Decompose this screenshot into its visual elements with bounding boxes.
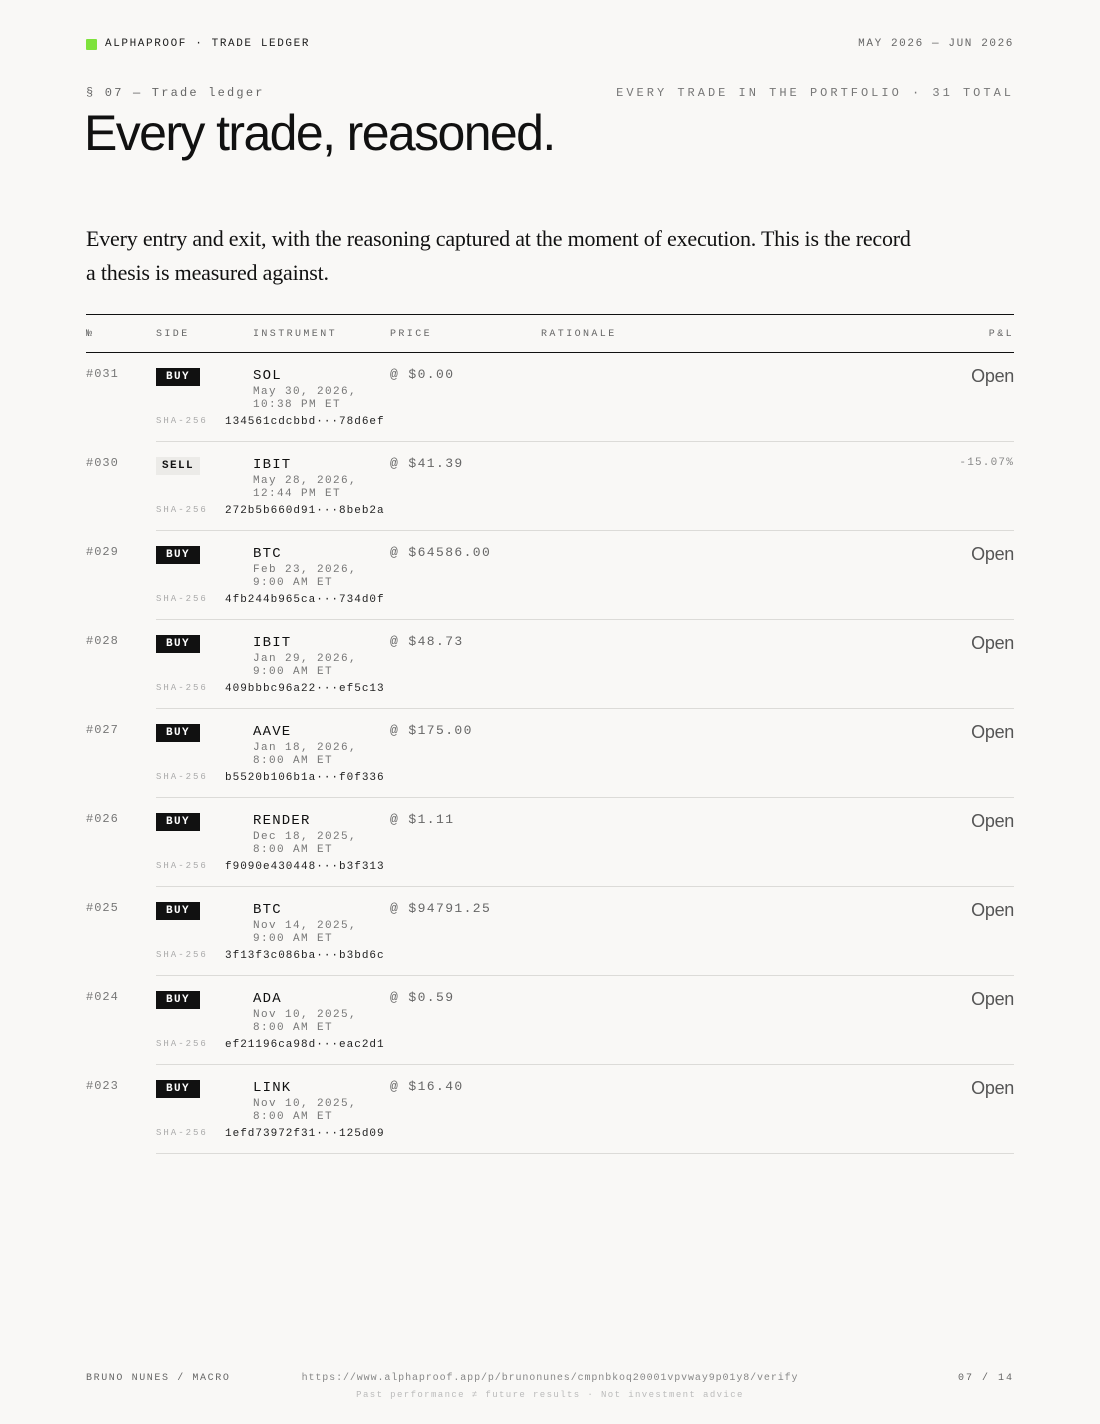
instrument: BTC	[253, 546, 282, 562]
trade-price: @ $48.73	[390, 634, 464, 649]
pnl-value: Open	[971, 811, 1014, 831]
table-row[interactable]	[86, 353, 1014, 442]
column-header-side: SIDE	[156, 329, 190, 340]
instrument: BTC	[253, 902, 282, 918]
footer-author: BRUNO NUNES / MACRO	[86, 1373, 231, 1384]
pnl-value: Open	[971, 1078, 1014, 1098]
trade-timestamp: Dec 18, 2025, 8:00 AM ET	[253, 831, 358, 856]
column-header-num: №	[86, 329, 95, 340]
trade-number: #029	[86, 545, 119, 559]
side-badge: BUY	[156, 813, 200, 831]
sha-label: SHA-256	[156, 683, 208, 693]
side-badge: BUY	[156, 991, 200, 1009]
footer-disclaimer: Past performance ≠ future results · Not investment advice	[356, 1390, 744, 1400]
trade-price: @ $41.39	[390, 456, 464, 471]
trade-hash: 409bbbc96a22···ef5c13	[225, 683, 385, 695]
trade-timestamp: Nov 10, 2025, 8:00 AM ET	[253, 1098, 358, 1123]
page-number: 07 / 14	[957, 1373, 1014, 1384]
trade-number: #026	[86, 812, 119, 826]
trade-timestamp: Jan 29, 2026, 9:00 AM ET	[253, 653, 358, 678]
instrument: IBIT	[253, 635, 292, 651]
instrument: LINK	[253, 1080, 292, 1096]
trade-number: #028	[86, 634, 119, 648]
trade-hash: b5520b106b1a···f0f336	[225, 772, 385, 784]
pnl-value: Open	[971, 989, 1014, 1009]
verify-link[interactable]: https://www.alphaproof.app/p/brunonunes/cmpnbkoq20001vpvway9p01y8/verify	[301, 1373, 799, 1384]
table-row[interactable]	[86, 531, 1014, 620]
side-badge: BUY	[156, 724, 200, 742]
table-row[interactable]	[86, 798, 1014, 887]
top-bar	[86, 37, 1014, 51]
pnl-value: Open	[971, 633, 1014, 653]
side-badge: BUY	[156, 902, 200, 920]
trade-number: #027	[86, 723, 119, 737]
pnl-value: Open	[971, 544, 1014, 564]
trade-price: @ $16.40	[390, 1079, 464, 1094]
pnl-value: Open	[971, 900, 1014, 920]
trade-number: #025	[86, 901, 119, 915]
trade-hash: 3f13f3c086ba···b3bd6c	[225, 950, 385, 962]
table-row[interactable]	[86, 442, 1014, 531]
column-header-price: PRICE	[390, 329, 433, 340]
trade-ledger-table	[86, 314, 1014, 1154]
trade-price: @ $94791.25	[390, 901, 492, 916]
trade-hash: 4fb244b965ca···734d0f	[225, 594, 385, 606]
trade-timestamp: Nov 10, 2025, 8:00 AM ET	[253, 1009, 358, 1034]
sha-label: SHA-256	[156, 1039, 208, 1049]
trade-price: @ $0.59	[390, 990, 455, 1005]
pnl-value: Open	[971, 366, 1014, 386]
instrument: ADA	[253, 991, 282, 1007]
sha-label: SHA-256	[156, 1128, 208, 1138]
trade-price: @ $175.00	[390, 723, 473, 738]
side-badge: BUY	[156, 368, 200, 386]
trade-price: @ $1.11	[390, 812, 455, 827]
trade-hash: 1efd73972f31···125d09	[225, 1128, 385, 1140]
trade-hash: f9090e430448···b3f313	[225, 861, 385, 873]
sha-label: SHA-256	[156, 772, 208, 782]
trade-number: #024	[86, 990, 119, 1004]
trade-number: #023	[86, 1079, 119, 1093]
intro-paragraph: Every entry and exit, with the reasoning captured at the moment of execution. This is the record a thesis is measured against.	[86, 226, 911, 285]
trade-number: #031	[86, 367, 119, 381]
section-header	[86, 86, 1014, 100]
table-row[interactable]	[86, 976, 1014, 1065]
brand	[86, 38, 310, 50]
trade-hash: 134561cdcbbd···78d6ef	[225, 416, 385, 428]
table-body	[86, 353, 1014, 1154]
date-range: MAY 2026 — JUN 2026	[858, 38, 1014, 50]
column-header-pnl: P&L	[988, 329, 1014, 340]
side-badge: SELL	[156, 457, 200, 475]
trade-timestamp: Jan 18, 2026, 8:00 AM ET	[253, 742, 358, 767]
column-header-rationale: RATIONALE	[541, 329, 617, 340]
brand-label: ALPHAPROOF · TRADE LEDGER	[105, 38, 311, 50]
instrument: RENDER	[253, 813, 311, 829]
sha-label: SHA-256	[156, 416, 208, 426]
column-header-instrument: INSTRUMENT	[253, 329, 338, 340]
side-badge: BUY	[156, 546, 200, 564]
sha-label: SHA-256	[156, 861, 208, 871]
sha-label: SHA-256	[156, 950, 208, 960]
sha-label: SHA-256	[156, 594, 208, 604]
table-row[interactable]	[86, 620, 1014, 709]
section-label: § 07 — Trade ledger	[86, 86, 265, 100]
table-row[interactable]	[86, 887, 1014, 976]
table-row[interactable]	[86, 709, 1014, 798]
instrument: IBIT	[253, 457, 292, 473]
instrument: AAVE	[253, 724, 292, 740]
trade-price: @ $64586.00	[390, 545, 492, 560]
page-title: Every trade, reasoned.	[84, 105, 555, 161]
trade-timestamp: May 28, 2026, 12:44 PM ET	[253, 475, 358, 500]
footer-center	[250, 1373, 850, 1400]
trade-number: #030	[86, 456, 119, 470]
table-header	[86, 314, 1014, 353]
side-badge: BUY	[156, 635, 200, 653]
pnl-value: -15.07%	[959, 457, 1014, 469]
trade-hash: 272b5b660d91···8beb2a	[225, 505, 385, 517]
section-meta: EVERY TRADE IN THE PORTFOLIO · 31 TOTAL	[616, 86, 1014, 100]
table-row[interactable]	[86, 1065, 1014, 1154]
instrument: SOL	[253, 368, 282, 384]
trade-timestamp: May 30, 2026, 10:38 PM ET	[253, 386, 358, 411]
side-badge: BUY	[156, 1080, 200, 1098]
trade-hash: ef21196ca98d···eac2d1	[225, 1039, 385, 1051]
trade-price: @ $0.00	[390, 367, 455, 382]
brand-logo-icon	[86, 39, 97, 50]
pnl-value: Open	[971, 722, 1014, 742]
sha-label: SHA-256	[156, 505, 208, 515]
trade-timestamp: Nov 14, 2025, 9:00 AM ET	[253, 920, 358, 945]
trade-timestamp: Feb 23, 2026, 9:00 AM ET	[253, 564, 358, 589]
